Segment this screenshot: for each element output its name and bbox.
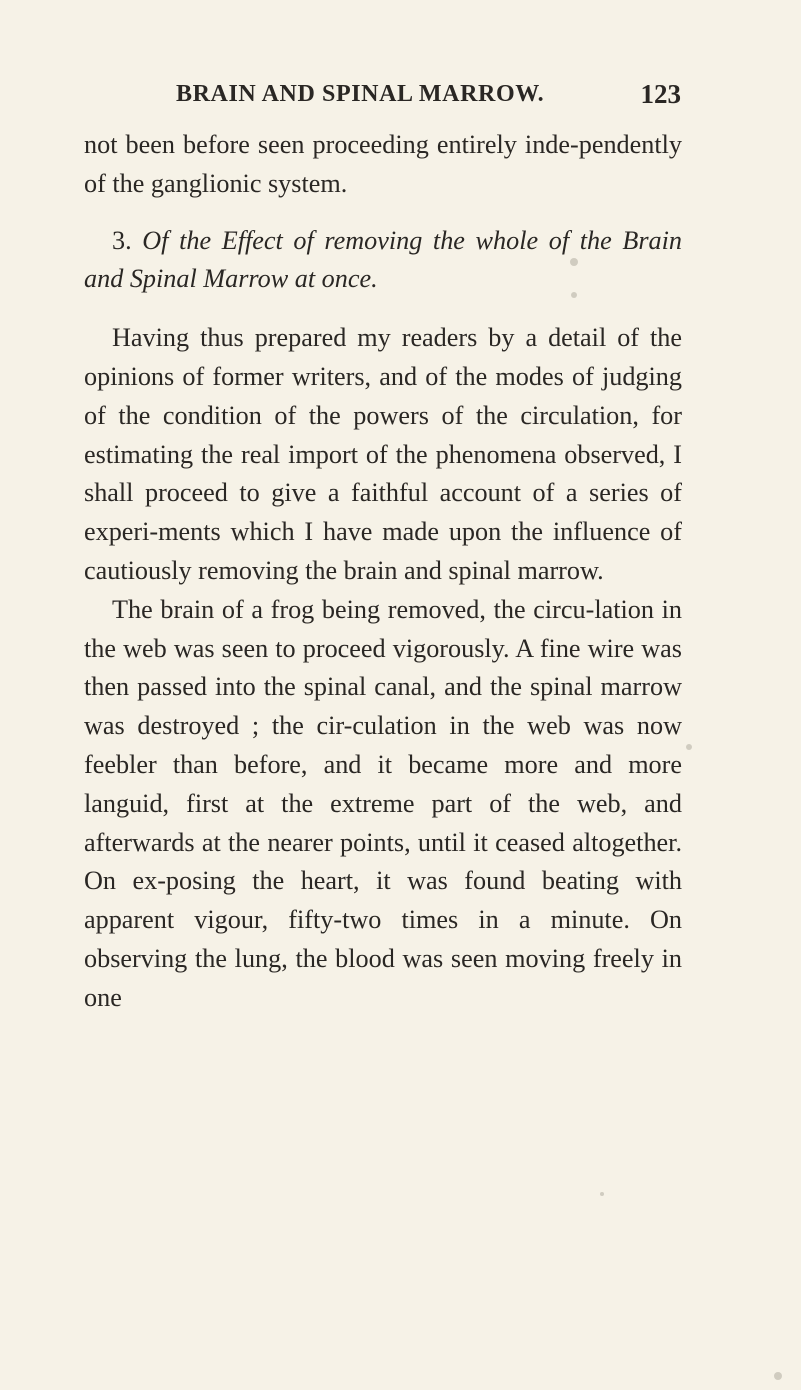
paragraph-2: The brain of a frog being removed, the circu-lation in the web was seen to proceed vigorously. A fine wire was then passed into the spinal canal, and the spinal marrow was destroyed ; the cir-culation in the web was now feebler than before, and it became more and more languid, first at the extreme part of the web, and afterwards at the nearer points, until it ceased altogether. On ex-posing the heart, it was found beating with apparent vigour, fifty-two times in a minute. On observing the lung, the blood was seen moving freely in one <box>84 594 682 1012</box>
running-head <box>84 78 681 110</box>
continuation-paragraph: not been before seen proceeding entirely inde-pendently of the ganglionic system. <box>84 130 682 198</box>
body-text <box>84 126 682 1018</box>
paper-speck <box>774 1372 782 1380</box>
section-number: 3. <box>112 225 132 255</box>
paper-speck <box>600 1192 604 1196</box>
section-heading <box>84 222 682 300</box>
paper-speck <box>686 744 692 750</box>
paragraph-1: Having thus prepared my readers by a detail of the opinions of former writers, and of the modes of judging of the condition of the powers of the circulation, for estimating the real import of the phenomena observed, I shall proceed to give a faithful account of a series of experi-ments which I have made upon the influence of cautiously removing the brain and spinal marrow. <box>84 323 682 585</box>
running-title: BRAIN AND SPINAL MARROW. <box>176 81 545 107</box>
paper-speck <box>570 258 578 266</box>
paper-speck <box>571 292 577 298</box>
page-number: 123 <box>640 79 681 109</box>
section-title: Of the Effect of removing the whole of the Brain and Spinal Marrow at once. <box>84 225 682 294</box>
